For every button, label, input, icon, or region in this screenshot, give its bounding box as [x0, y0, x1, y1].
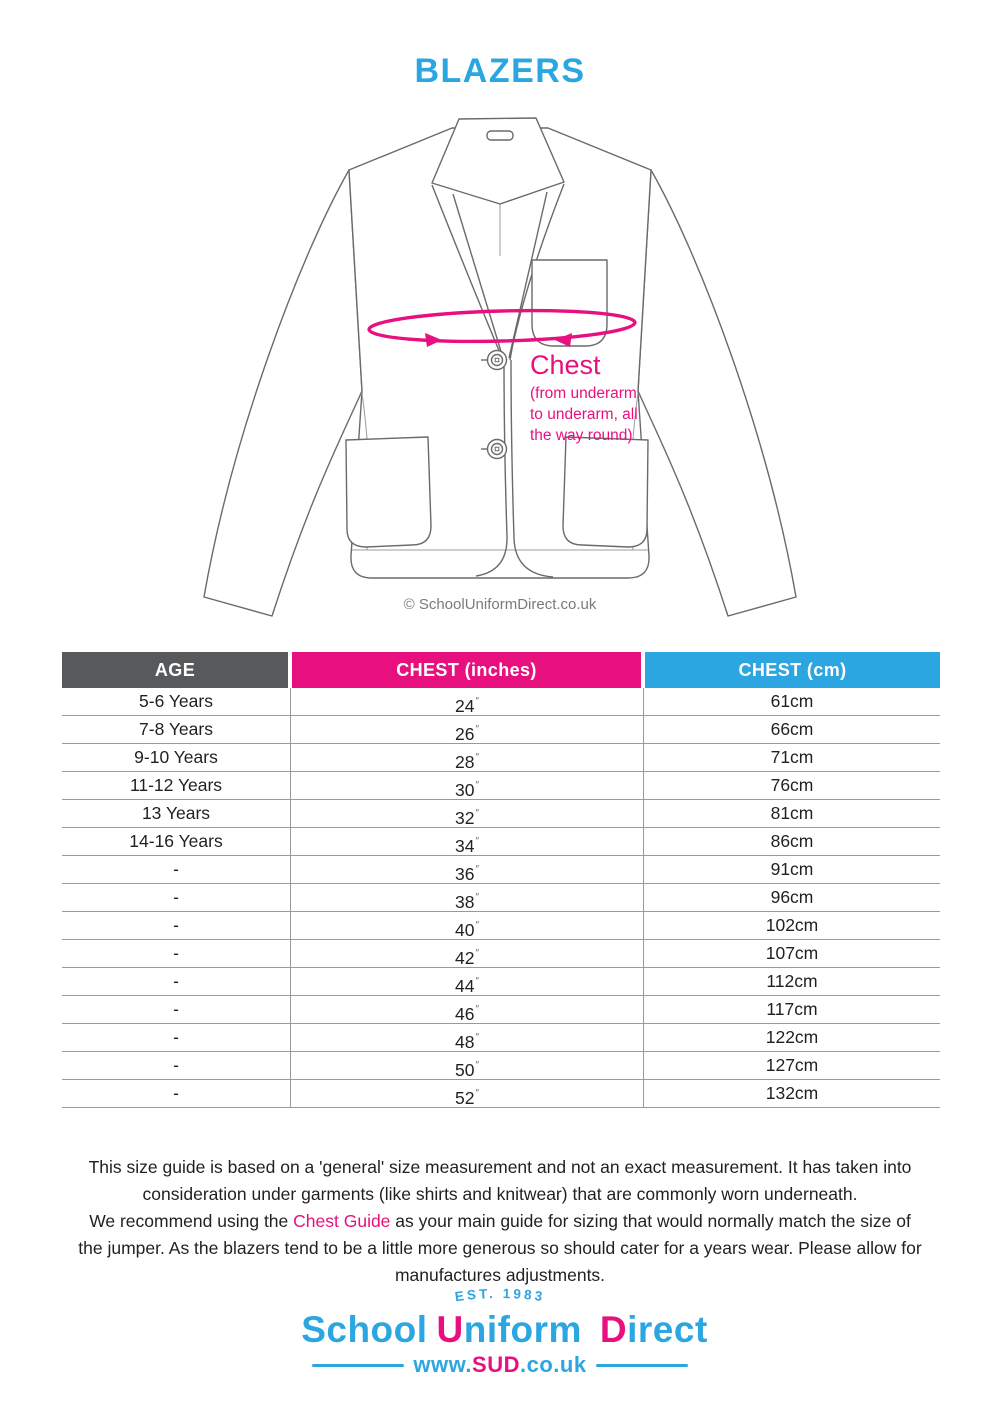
hanger-loop — [487, 131, 513, 140]
svg-text:the way round): the way round) — [530, 427, 633, 444]
age-cell: - — [173, 943, 179, 963]
dash-line-right — [596, 1364, 688, 1367]
header-age: AGE — [62, 652, 288, 688]
brand-logo — [0, 1282, 1000, 1378]
table-row — [62, 771, 940, 799]
chest-inches-cell: 42″ — [290, 940, 643, 967]
age-cell: 14-16 Years — [129, 831, 223, 851]
table-row — [62, 883, 940, 911]
blazer-drawing — [204, 118, 796, 616]
table-row — [62, 939, 940, 967]
table-header-row — [62, 652, 940, 688]
left-sleeve — [204, 170, 362, 616]
chest-cm-cell: 71cm — [643, 744, 940, 771]
svg-text:EST. 1983: EST. 1983 — [453, 1285, 547, 1305]
age-cell: - — [173, 887, 179, 907]
header-chest-cm: CHEST (cm) — [645, 652, 940, 688]
dash-line-left — [312, 1364, 404, 1367]
age-cell: 11-12 Years — [129, 775, 223, 795]
table-row — [62, 1079, 940, 1107]
chest-cm-cell: 112cm — [643, 968, 940, 995]
age-cell: - — [173, 915, 179, 935]
chest-inches-cell: 52″ — [290, 1080, 643, 1107]
age-cell: - — [173, 971, 179, 991]
chest-cm-cell: 102cm — [643, 912, 940, 939]
chest-inches-cell: 46″ — [290, 996, 643, 1023]
logo-wordmark: School Uniform Direct — [301, 1309, 708, 1350]
chest-inches-cell: 40″ — [290, 912, 643, 939]
table-row — [62, 1051, 940, 1079]
table-body — [62, 688, 940, 1108]
svg-text:(from underarm: (from underarm — [530, 385, 637, 402]
age-cell: - — [173, 1083, 179, 1103]
age-cell: - — [173, 1027, 179, 1047]
chest-cm-cell: 81cm — [643, 800, 940, 827]
right-pocket — [563, 437, 648, 547]
chest-inches-cell: 36″ — [290, 856, 643, 883]
chest-cm-cell: 96cm — [643, 884, 940, 911]
age-cell: 7-8 Years — [139, 719, 213, 739]
page-title: BLAZERS — [414, 52, 586, 90]
header-chest-inches: CHEST (inches) — [292, 652, 641, 688]
chest-inches-cell: 34″ — [290, 828, 643, 855]
table-row — [62, 743, 940, 771]
age-cell: 9-10 Years — [134, 747, 218, 767]
age-cell: - — [173, 1055, 179, 1075]
chest-cm-cell: 127cm — [643, 1052, 940, 1079]
age-cell: - — [173, 999, 179, 1019]
chest-cm-cell: 86cm — [643, 828, 940, 855]
table-row — [62, 715, 940, 743]
table-row — [62, 1023, 940, 1051]
right-sleeve — [638, 170, 796, 616]
chest-guide-highlight: Chest Guide — [293, 1210, 391, 1231]
table-row — [62, 995, 940, 1023]
blazer-diagram — [170, 106, 830, 630]
chest-inches-cell: 48″ — [290, 1024, 643, 1051]
chest-inches-cell: 44″ — [290, 968, 643, 995]
age-cell: 13 Years — [141, 803, 211, 823]
chest-cm-cell: 91cm — [643, 856, 940, 883]
age-cell: - — [173, 859, 179, 879]
chest-cm-cell: 107cm — [643, 940, 940, 967]
copyright-caption: © SchoolUniformDirect.co.uk — [403, 596, 597, 613]
chest-inches-cell: 26″ — [290, 716, 643, 743]
chest-inches-cell: 50″ — [290, 1052, 643, 1079]
table-row — [62, 967, 940, 995]
chest-inches-cell: 38″ — [290, 884, 643, 911]
chest-cm-cell: 76cm — [643, 772, 940, 799]
disclaimer-text: This size guide is based on a 'general' size measurement and not an exact measurement. It has taken into consideration under garments (like shirts and knitwear) that are commonly worn underneath. We recommend using the Chest Guide as your main guide for sizing that would normally match the size of the jumper. As the blazers tend to be a little more generous so should cater for a years wear. Please allow for manufactures adjustments. — [78, 1156, 922, 1285]
chest-cm-cell: 61cm — [643, 688, 940, 715]
table-row — [62, 855, 940, 883]
table-row — [62, 827, 940, 855]
age-cell: 5-6 Years — [139, 691, 213, 711]
chest-inches-cell: 32″ — [290, 800, 643, 827]
table-row — [62, 688, 940, 715]
logo-url: www. SUD .co.uk — [303, 1352, 696, 1378]
chest-cm-cell: 122cm — [643, 1024, 940, 1051]
table-row — [62, 799, 940, 827]
chest-inches-cell: 24″ — [290, 688, 643, 715]
chest-cm-cell: 117cm — [643, 996, 940, 1023]
svg-text:to underarm, all: to underarm, all — [530, 406, 638, 423]
size-table — [62, 652, 940, 1108]
chest-label: Chest — [530, 350, 601, 380]
chest-cm-cell: 66cm — [643, 716, 940, 743]
chest-inches-cell: 30″ — [290, 772, 643, 799]
table-row — [62, 911, 940, 939]
chest-inches-cell: 28″ — [290, 744, 643, 771]
chest-cm-cell: 132cm — [643, 1080, 940, 1107]
left-pocket — [346, 437, 431, 547]
